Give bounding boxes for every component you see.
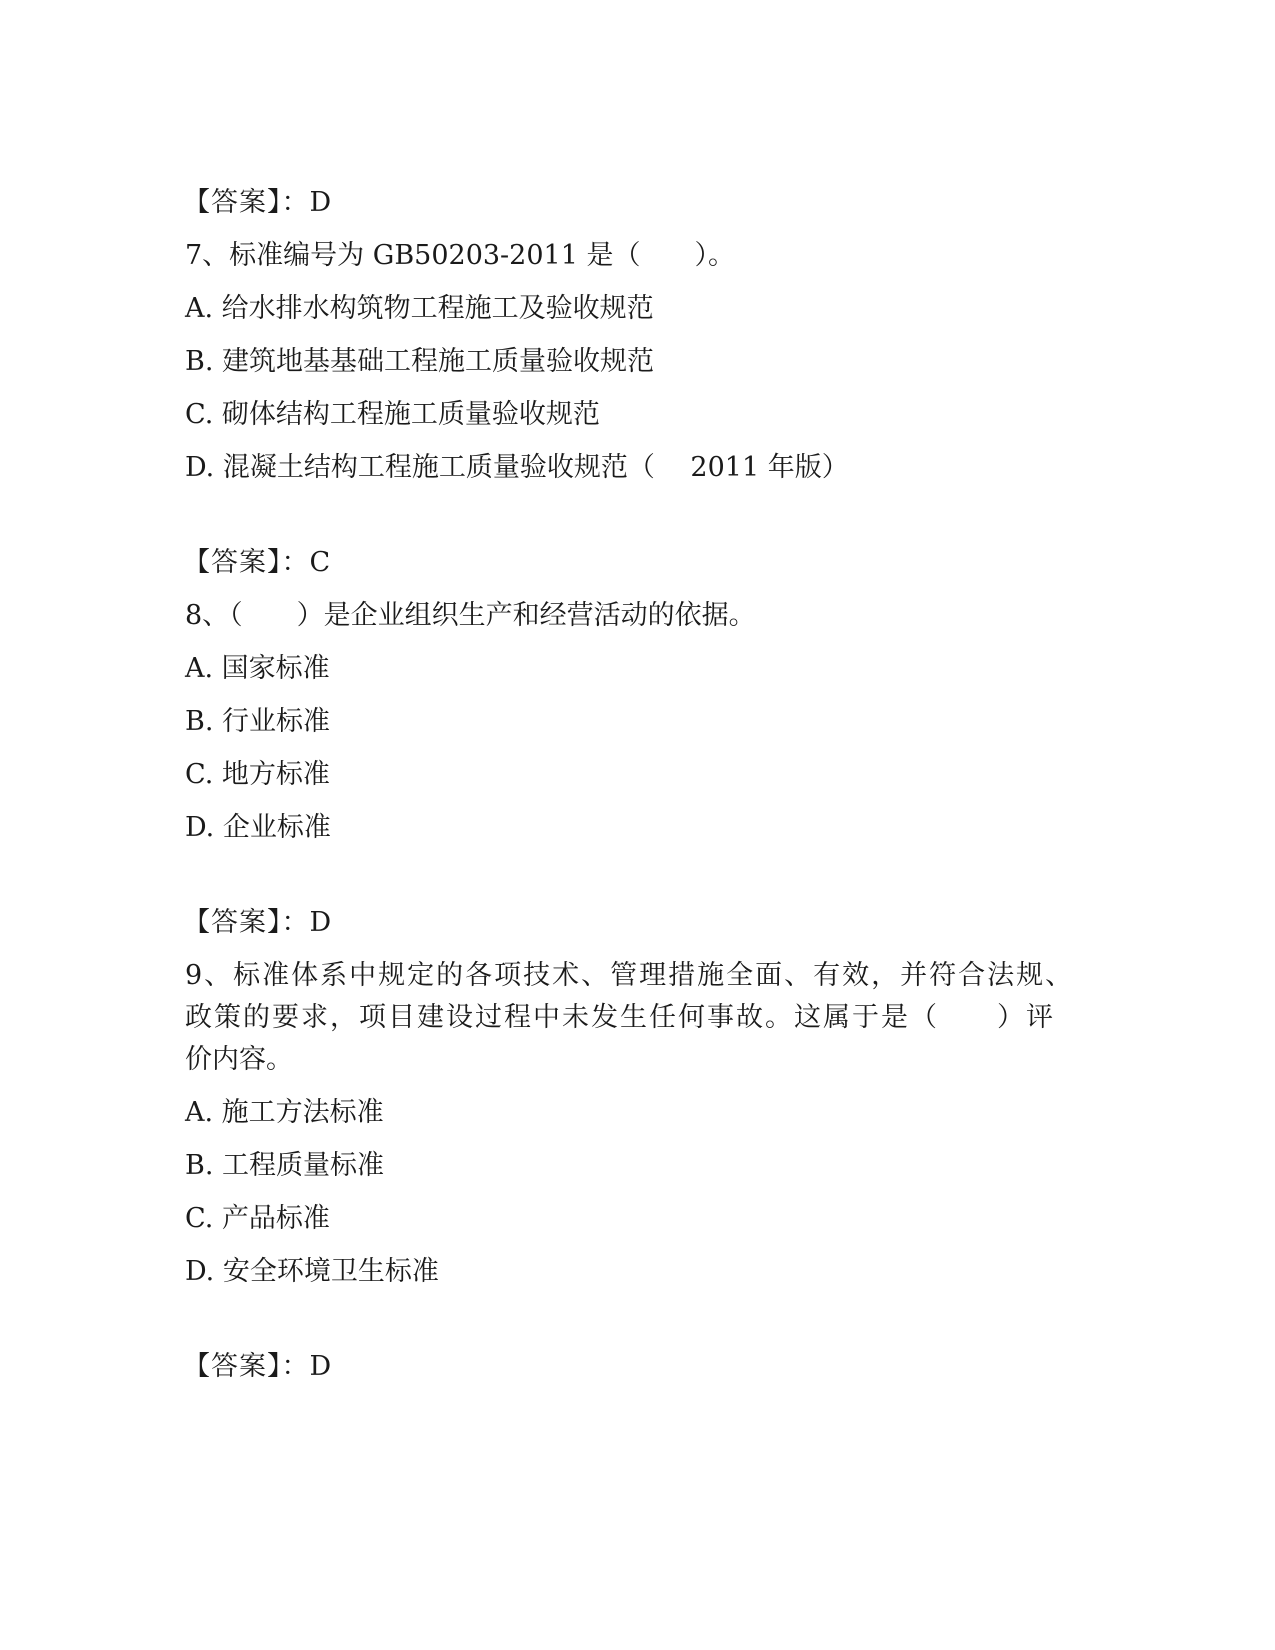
question-8-option-d: D. 企业标准 xyxy=(185,812,331,843)
question-9-line-1: 9、标准体系中规定的各项技术、管理措施全面、有效，并符合法规、 xyxy=(185,960,1075,991)
question-9-option-c: C. 产品标准 xyxy=(185,1203,330,1234)
question-8-option-b: B. 行业标准 xyxy=(185,706,331,737)
question-9-line-2: 政策的要求，项目建设过程中未发生任何事故。这属于是（ ）评 xyxy=(185,1002,1055,1033)
question-7-option-a: A. 给水排水构筑物工程施工及验收规范 xyxy=(185,293,654,324)
question-8-option-c: C. 地方标准 xyxy=(185,759,330,790)
answer-8: 【答案】：D xyxy=(183,907,333,938)
question-9-line-3: 价内容。 xyxy=(185,1044,293,1075)
question-7-option-b: B. 建筑地基基础工程施工质量验收规范 xyxy=(185,346,655,377)
question-9-option-b: B. 工程质量标准 xyxy=(185,1150,385,1181)
question-8: 8、（ ）是企业组织生产和经营活动的依据。 xyxy=(185,600,756,631)
answer-9: 【答案】：D xyxy=(183,1351,333,1382)
question-7: 7、标准编号为 GB50203-2011 是（ ）。 xyxy=(185,240,735,271)
question-9-option-d: D. 安全环境卫生标准 xyxy=(185,1256,439,1287)
answer-6: 【答案】：D xyxy=(183,187,333,218)
question-7-option-d: D. 混凝土结构工程施工质量验收规范（ 2011 年版） xyxy=(185,452,849,483)
question-9-option-a: A. 施工方法标准 xyxy=(185,1097,384,1128)
question-7-option-c: C. 砌体结构工程施工质量验收规范 xyxy=(185,399,600,430)
answer-7: 【答案】：C xyxy=(183,547,332,578)
question-8-option-a: A. 国家标准 xyxy=(185,653,330,684)
